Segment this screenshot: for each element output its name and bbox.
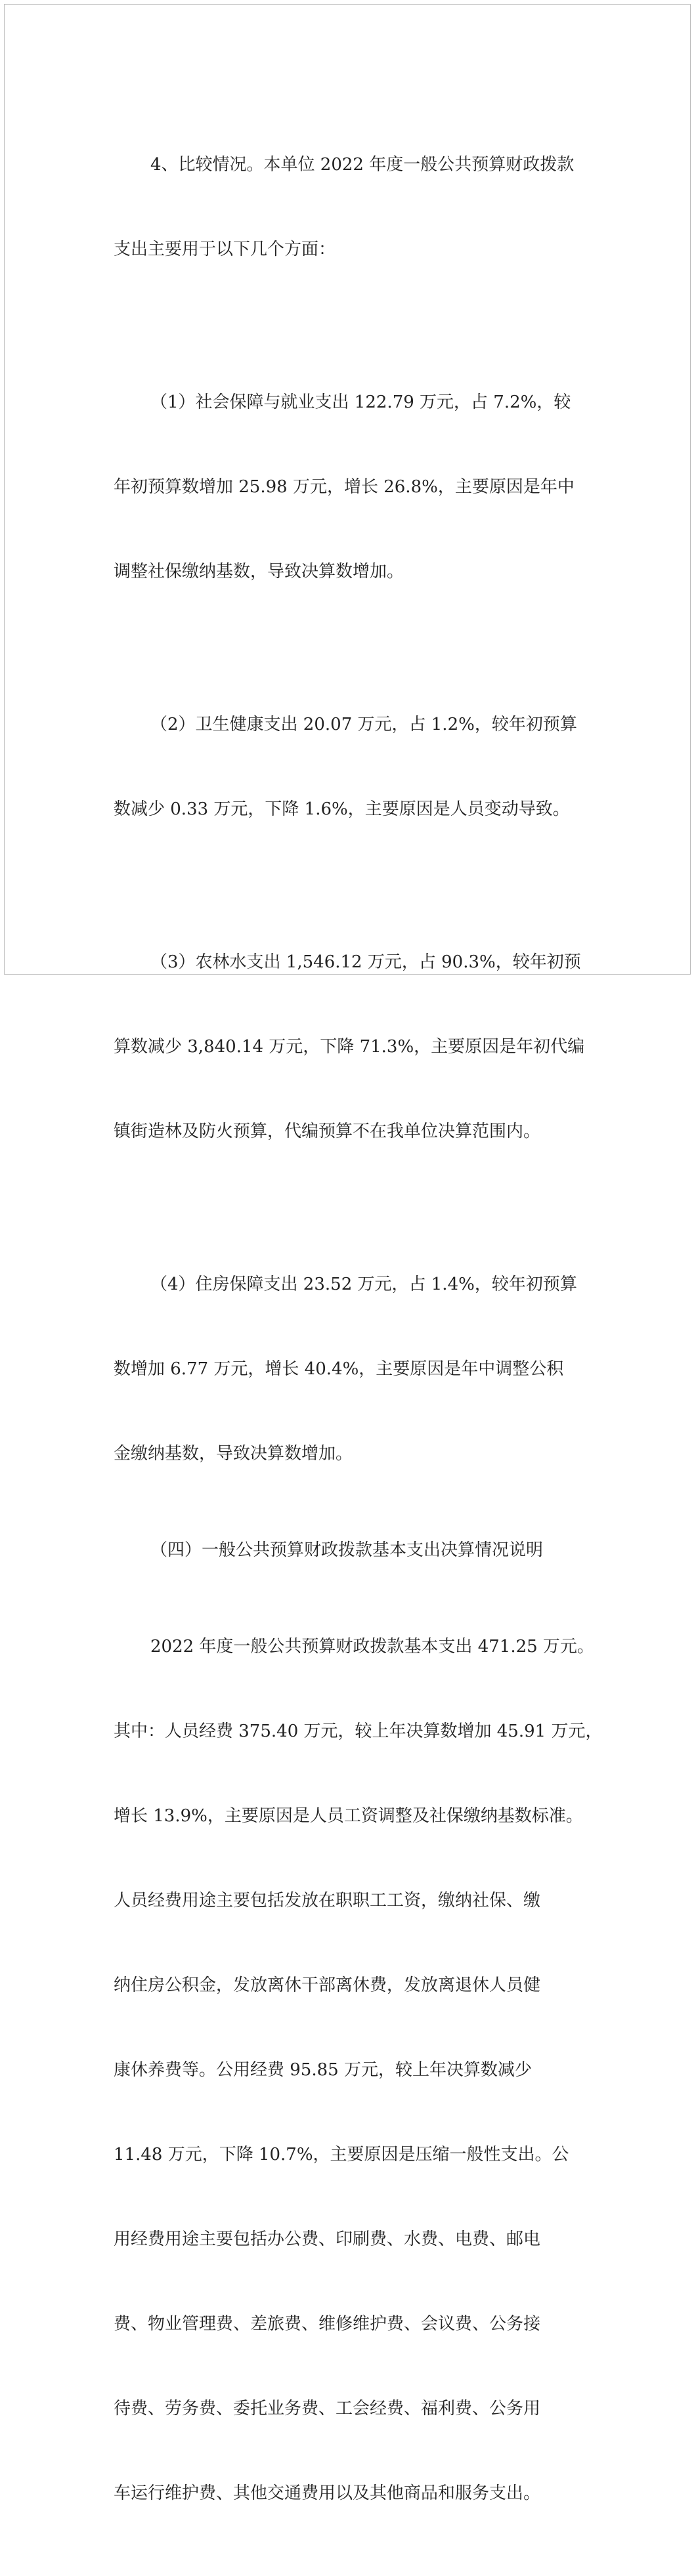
text-line: 调整社保缴纳基数，导致决算数增加。 [114, 562, 404, 581]
text-line: 算数减少 3,840.14 万元，下降 71.3%，主要原因是年初代编 [114, 1037, 585, 1057]
text-line: 增长 13.9%，主要原因是人员工资调整及社保缴纳基数标准。 [114, 1806, 583, 1826]
paragraph-item-2 [114, 654, 613, 880]
text-line: 纳住房公积金，发放离休干部离休费，发放离退休人员健 [114, 1975, 541, 1995]
text-line: 其中：人员经费 375.40 万元，较上年决算数增加 45.91 万元， [114, 1721, 603, 1741]
text-line: 数增加 6.77 万元，增长 40.4%，主要原因是年中调整公积 [114, 1359, 564, 1379]
text-line: 待费、劳务费、委托业务费、工会经费、福利费、公务用 [114, 2399, 541, 2418]
text-line: 2022 年度一般公共预算财政拨款基本支出 471.25 万元。 [150, 1637, 594, 1657]
text-line: 数减少 0.33 万元，下降 1.6%，主要原因是人员变动导致。 [114, 799, 570, 819]
text-line: 车运行维护费、其他交通费用以及其他商品和服务支出。 [114, 2483, 541, 2503]
paragraph-comparison [114, 95, 613, 320]
text-line: 金缴纳基数，导致决算数增加。 [114, 1444, 353, 1464]
text-line: 11.48 万元，下降 10.7%，主要原因是压缩一般性支出。公 [114, 2145, 569, 2164]
paragraph-basic-expenditure [114, 1576, 613, 2564]
text-line: 年初预算数增加 25.98 万元，增长 26.8%，主要原因是年中 [114, 477, 575, 497]
text-line: （4）住房保障支出 23.52 万元，占 1.4%，较年初预算 [150, 1275, 577, 1294]
text-line: （1）社会保障与就业支出 122.79 万元，占 7.2%，较 [150, 392, 571, 412]
paragraph-item-1 [114, 332, 613, 643]
text-line: 用经费用途主要包括办公费、印刷费、水费、电费、邮电 [114, 2229, 541, 2249]
text-line: （3）农林水支出 1,546.12 万元，占 90.3%，较年初预 [150, 952, 581, 972]
paragraph-item-4 [114, 1214, 613, 1525]
text-line: 人员经费用途主要包括发放在职职工工资，缴纳社保、缴 [114, 1891, 541, 1911]
section-heading: （四）一般公共预算财政拨款基本支出决算情况说明 [150, 1540, 544, 1560]
text-line: 4、比较情况。本单位 2022 年度一般公共预算财政拨款 [150, 155, 575, 175]
paragraph-item-3 [114, 892, 613, 1202]
text-line: （2）卫生健康支出 20.07 万元，占 1.2%，较年初预算 [150, 715, 577, 734]
text-line: 费、物业管理费、差旅费、维修维护费、会议费、公务接 [114, 2314, 541, 2334]
text-line: 镇街造林及防火预算，代编预算不在我单位决算范围内。 [114, 1122, 541, 1141]
document-page [4, 4, 691, 2503]
text-line: 支出主要用于以下几个方面： [114, 240, 336, 259]
document-body [114, 95, 613, 2576]
text-line: 康休养费等。公用经费 95.85 万元，较上年决算数减少 [114, 2060, 532, 2080]
